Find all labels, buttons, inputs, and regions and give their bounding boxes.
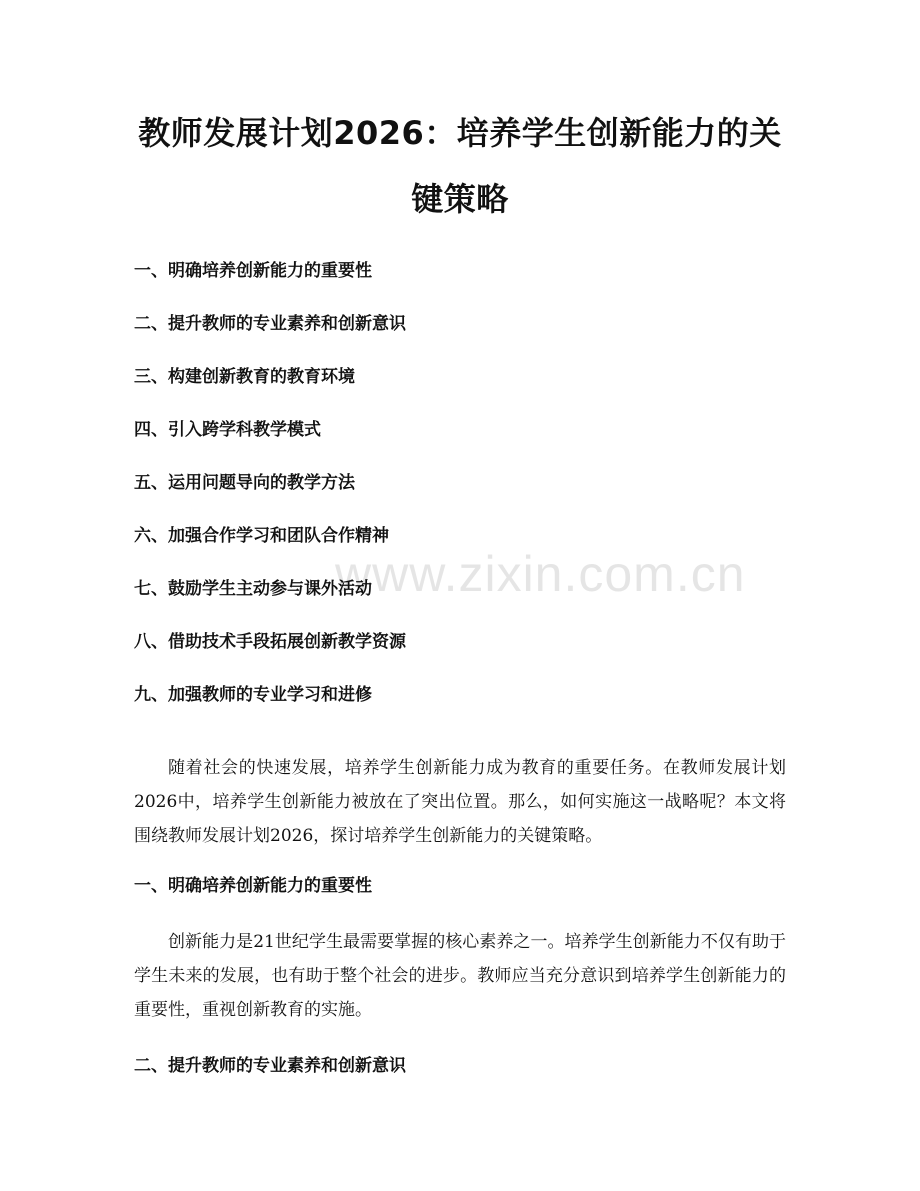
toc-item-8: 八、借助技术手段拓展创新教学资源 <box>134 632 406 652</box>
toc-item-2: 二、提升教师的专业素养和创新意识 <box>134 314 406 334</box>
section-2-heading: 二、提升教师的专业素养和创新意识 <box>134 1056 406 1076</box>
toc-item-3: 三、构建创新教育的教育环境 <box>134 367 355 387</box>
page-title: 教师发展计划2026：培养学生创新能力的关键策略 <box>138 114 782 218</box>
toc-item-4: 四、引入跨学科教学模式 <box>134 420 321 440</box>
toc-item-9: 九、加强教师的专业学习和进修 <box>134 685 372 705</box>
toc-item-1: 一、明确培养创新能力的重要性 <box>134 261 372 281</box>
watermark: www.zixin.com.cn <box>335 546 746 602</box>
intro-paragraph: 随着社会的快速发展，培养学生创新能力成为教育的重要任务。在教师发展计划2026中，培养学生创新能力被放在了突出位置。那么，如何实施这一战略呢？本文将围绕教师发展计划2026，探讨培养学生创新能力的关键策略。 <box>134 758 786 846</box>
section-1-body: 创新能力是21世纪学生最需要掌握的核心素养之一。培养学生创新能力不仅有助于学生未来的发展，也有助于整个社会的进步。教师应当充分意识到培养学生创新能力的重要性，重视创新教育的实施。 <box>134 932 786 1020</box>
table-of-contents <box>134 256 786 733</box>
section-1-heading: 一、明确培养创新能力的重要性 <box>134 876 372 896</box>
toc-item-5: 五、运用问题导向的教学方法 <box>134 473 355 493</box>
toc-item-7: 七、鼓励学生主动参与课外活动 <box>134 579 372 599</box>
toc-item-6: 六、加强合作学习和团队合作精神 <box>134 526 389 546</box>
